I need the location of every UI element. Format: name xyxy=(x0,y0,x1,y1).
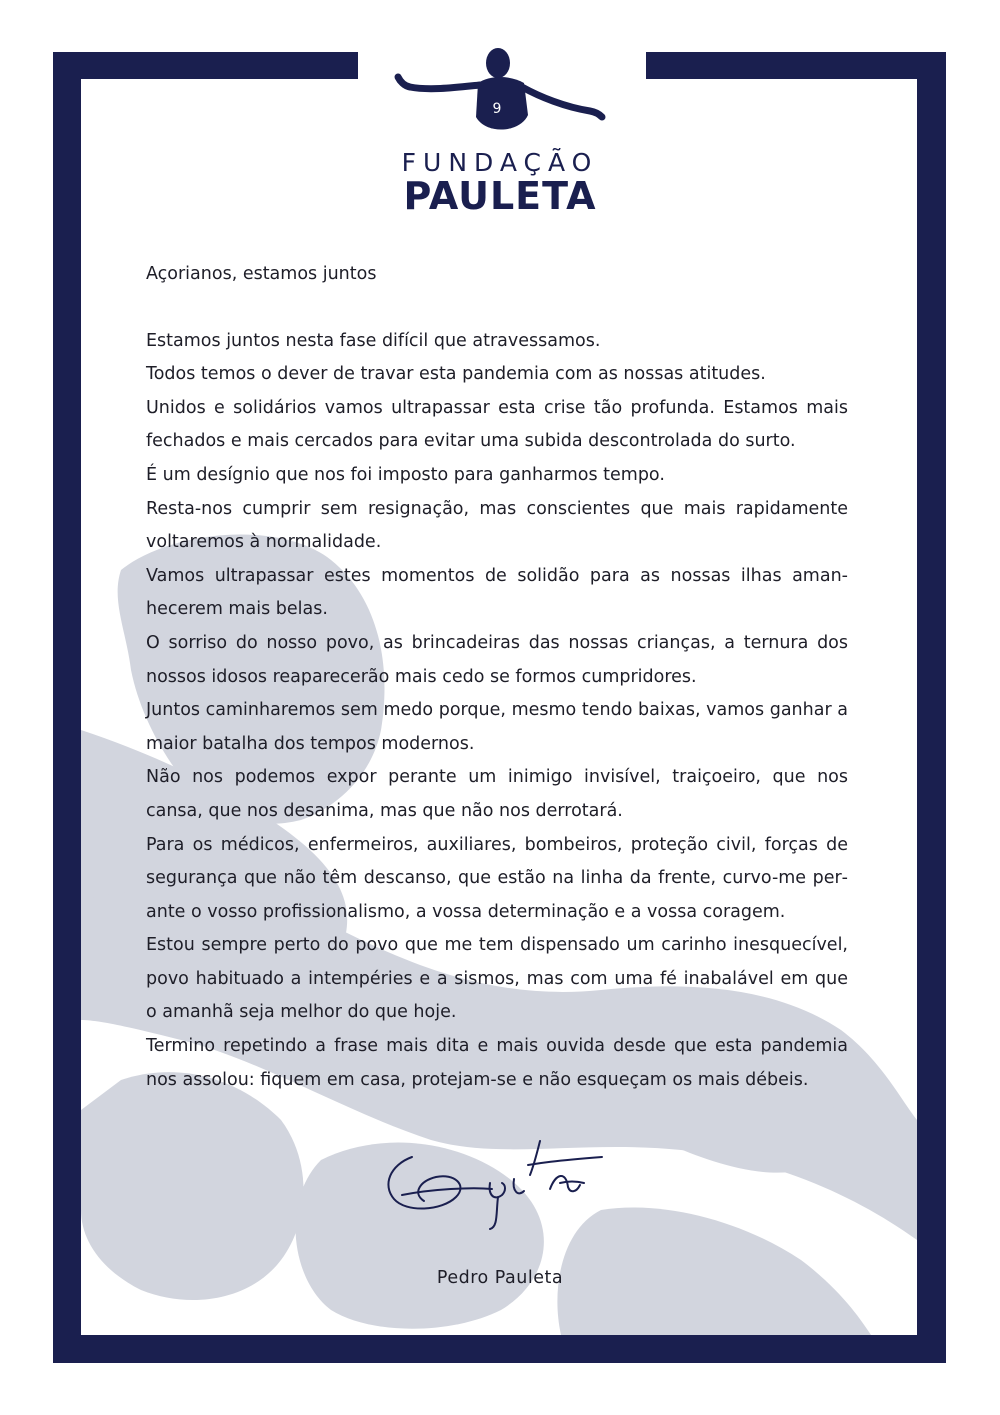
letter-paragraph: Termino repetindo a frase mais dita e mais ouvida desde que esta pandemia nos assolou: fiquem em casa, protejam-se e não esqueçam os mais débeis. xyxy=(146,1036,848,1090)
letter-paragraph: O sorriso do nosso povo, as brincadeiras das nossas crianças, a ternura dos nossos idosos reaparecerão mais cedo se formos cumpridores. xyxy=(146,632,848,687)
letter-paragraph: Vamos ultrapassar estes momentos de solidão para as nossas ilhas amanhecerem mais belas. xyxy=(146,565,848,620)
letter-body xyxy=(146,258,848,1097)
letter-paragraph: Estamos juntos nesta fase difícil que atravessamos. xyxy=(146,330,601,351)
letter-salutation: Açorianos, estamos juntos xyxy=(146,264,377,284)
frame-top-left xyxy=(53,52,358,79)
svg-text:9: 9 xyxy=(492,101,502,117)
letter-paragraph: Para os médicos, enfermeiros, auxiliares, bombeiros, proteção civil, forças de segurança que não têm descanso, que estão na linha da frente, curvo-me perante o vosso profissionalismo, a vossa determinação e a vossa coragem. xyxy=(146,834,848,922)
logo-word-fundacao: FUNDAÇÃO xyxy=(401,148,599,177)
frame-right xyxy=(917,52,946,1363)
letter-paragraph: Todos temos o dever de travar esta pandemia com as nossas atitudes. xyxy=(146,364,766,385)
fundacao-pauleta-logo xyxy=(380,45,620,220)
frame-top-right xyxy=(646,52,946,79)
letter-paragraph: Unidos e solidários vamos ultrapassar esta crise tão profunda. Estamos mais fechados e mais cercados para evitar uma subida descontrolada do surto. xyxy=(146,397,848,452)
letter-paragraph: Juntos caminharemos sem medo porque, mesmo tendo baixas, vamos ganhar a maior batalha dos tempos modernos. xyxy=(146,700,848,754)
player-celebrating-icon xyxy=(390,45,610,145)
logo-word-pauleta: PAULETA xyxy=(403,174,597,218)
signer-name: Pedro Pauleta xyxy=(436,1268,564,1288)
letter-paragraph: Não nos podemos expor perante um inimigo invisível, traiçoeiro, que nos cansa, que nos desanima, mas que não nos derrotará. xyxy=(146,767,848,821)
frame-bottom xyxy=(53,1335,946,1363)
letter-paragraph: Resta-nos cumprir sem resignação, mas conscientes que mais rapidamente voltaremos à normalidade. xyxy=(146,498,848,553)
handwritten-signature xyxy=(372,1135,612,1235)
letter-paragraph: Estou sempre perto do povo que me tem dispensado um carinho inesquecível, povo habituado a intempéries e a sismos, mas com uma fé inabalável em que o amanhã seja melhor do que hoje. xyxy=(146,935,848,1023)
letter-paragraph: É um desígnio que nos foi imposto para ganharmos tempo. xyxy=(146,464,665,485)
frame-left xyxy=(53,52,81,1363)
